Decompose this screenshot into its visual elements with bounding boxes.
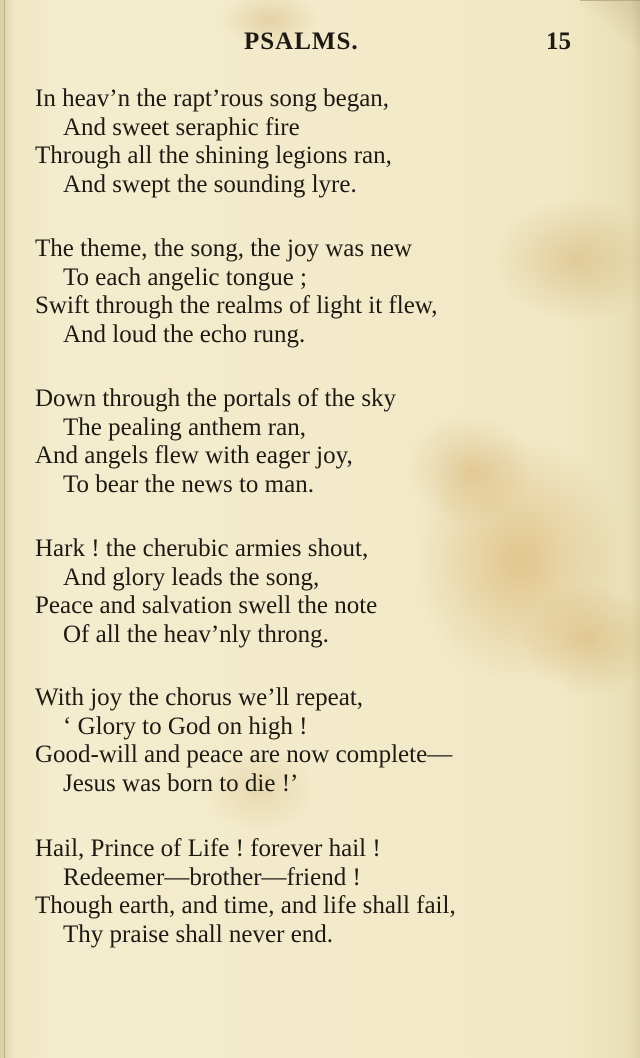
verse-line: To bear the news to man. [63, 470, 314, 498]
verse-line: Hark ! the cherubic armies shout, [35, 535, 369, 562]
verse-line: The pealing anthem ran, [63, 413, 306, 441]
verse-line: And swept the sounding lyre. [63, 170, 357, 198]
stanza-2 [35, 235, 595, 349]
running-head [0, 28, 640, 68]
verse-line: Through all the shining legions ran, [35, 142, 392, 169]
verse-line: Peace and salvation swell the note [35, 592, 378, 619]
verse-line: Thy praise shall never end. [63, 920, 334, 948]
verse-line: ‘ Glory to God on high ! [63, 712, 308, 740]
verse-line: Good-will and peace are now complete— [35, 741, 453, 768]
verse-line: And glory leads the song, [63, 563, 320, 591]
verse-line: In heav’n the rapt’rous song began, [35, 85, 390, 112]
verse-line: And sweet seraphic fire [63, 113, 300, 141]
stanza-5 [35, 684, 595, 798]
verse-line: To each angelic tongue ; [63, 263, 307, 291]
verse-line: Hail, Prince of Life ! forever hail ! [35, 835, 381, 862]
verse-line: Jesus was born to die !’ [63, 769, 299, 797]
stanza-4 [35, 535, 595, 649]
verse-line: Though earth, and time, and life shall fail, [35, 892, 456, 919]
verse-line: Down through the portals of the sky [35, 385, 397, 412]
running-head-title: PSALMS. [244, 28, 359, 55]
verse-line: And loud the echo rung. [63, 320, 306, 348]
verse-line: And angels flew with eager joy, [35, 442, 353, 469]
verse-line: Of all the heav’nly throng. [63, 620, 329, 648]
verse-line: Swift through the realms of light it flew, [35, 292, 438, 319]
stanza-3 [35, 385, 595, 499]
stanza-6 [35, 835, 595, 949]
page-number: 15 [546, 28, 571, 55]
verse-line: Redeemer—brother—friend ! [63, 863, 361, 891]
verse-line: The theme, the song, the joy was new [35, 235, 412, 262]
page-edge [4, 0, 5, 1058]
verse-line: With joy the chorus we’ll repeat, [35, 684, 364, 711]
stanza-1 [35, 85, 595, 199]
